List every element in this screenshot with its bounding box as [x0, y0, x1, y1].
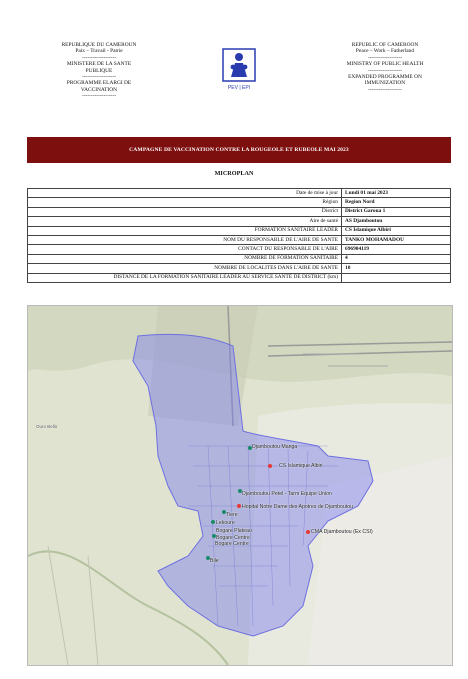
- map-label-gare: Bogare Centre: [215, 541, 249, 547]
- header-right-line: -------------------: [367, 54, 403, 61]
- header-left-line: -------------------: [81, 74, 117, 81]
- map-label-cma: CMA Djamboutou (Ex CSI): [311, 529, 373, 535]
- info-row: [28, 217, 451, 226]
- info-row: [28, 273, 451, 282]
- header-left-line: -------------------: [81, 54, 117, 61]
- header-right-line: Peace – Work – Fatherland: [355, 48, 415, 55]
- header-left-line: PUBLIQUE: [85, 67, 113, 74]
- info-value: CS Islamique Albiri: [342, 226, 451, 235]
- map-label-centre: Bogare Centre: [216, 535, 250, 541]
- info-value: 696904119: [342, 245, 451, 254]
- map-label-tiere: Tiere: [226, 512, 238, 518]
- header-right-line: -------------------: [367, 86, 403, 93]
- locality-marker[interactable]: [211, 520, 215, 524]
- header-left-block: [37, 42, 161, 100]
- info-label: NOMBRE DE FORMATION SANITAIRE: [28, 254, 342, 263]
- section-title: MICROPLAN: [214, 170, 254, 177]
- map-canvas: [28, 306, 452, 665]
- header-left-line: Paix – Travail - Patrie: [75, 48, 123, 55]
- pev-logo: [219, 47, 259, 93]
- header-left-line: MINISTERE DE LA SANTE: [66, 61, 132, 68]
- header-right-block: [323, 42, 447, 93]
- info-value: 4: [342, 254, 451, 263]
- map-label-lekoure: Lekoure: [216, 520, 235, 526]
- header-right-line: MINISTRY OF PUBLIC HEALTH: [346, 61, 424, 68]
- map-label-manga: Djamboutou Manga: [252, 444, 298, 450]
- map-label-petel: Djamboutou Petel - Tarm Equipe Union: [242, 491, 332, 497]
- header-right-line: REPUBLIC OF CAMEROON: [351, 42, 419, 48]
- info-label: Aire de santé: [28, 217, 342, 226]
- info-label: CONTACT DU RESPONSABLE DE L'AIRE: [28, 245, 342, 254]
- info-row: [28, 189, 451, 198]
- info-row: [28, 235, 451, 244]
- info-row: [28, 254, 451, 263]
- banner-title: CAMPAGNE DE VACCINATION CONTRE LA ROUGEOLE ET RUBEOLE MAI 2023: [129, 147, 349, 153]
- info-label: Région: [28, 198, 342, 207]
- info-value: TANKO MOHAMADOU: [342, 235, 451, 244]
- facility-marker[interactable]: [306, 530, 310, 534]
- microplan-info-table: [27, 188, 451, 283]
- map-label-enfants: Hopital Notre Dame des Apotres de Djamboutou: [242, 504, 354, 510]
- logo-caption: PEV | EPI: [227, 85, 251, 91]
- info-row: [28, 245, 451, 254]
- info-label: DISTANCE DE LA FORMATION SANITAIRE LEADER AU SERVICE SANTÉ DE DISTRICT (km): [28, 273, 342, 282]
- header-right-line: EXPANDED PROGRAMME ON: [348, 74, 422, 81]
- header-right-line: IMMUNIZATION: [364, 80, 406, 87]
- header-left-line: REPUBLIQUE DU CAMEROUN: [61, 42, 137, 48]
- map-label-albiri: CS Islamique Albiri: [279, 463, 323, 469]
- campaign-banner: [27, 137, 451, 163]
- facility-marker[interactable]: [237, 504, 241, 508]
- info-label: FORMATION SANITAIRE LEADER: [28, 226, 342, 235]
- header-left-line: VACCINATION: [80, 86, 118, 93]
- info-label: Date de mise à jour: [28, 189, 342, 198]
- info-row: [28, 264, 451, 273]
- health-area-map[interactable]: [27, 305, 453, 666]
- info-row: [28, 226, 451, 235]
- info-value: [342, 273, 451, 282]
- info-label: NOM DU RESPONSABLE DE L'AIRE DE SANTE: [28, 235, 342, 244]
- info-value: Region Nord: [342, 198, 451, 207]
- info-row: [28, 207, 451, 216]
- map-label-city: Ouro Bello: [36, 424, 58, 429]
- info-row: [28, 198, 451, 207]
- info-value: Lundi 01 mai 2023: [342, 189, 451, 198]
- info-value: District Garoua 1: [342, 207, 451, 216]
- facility-marker[interactable]: [268, 464, 272, 468]
- header-left-line: -------------------: [81, 93, 117, 100]
- header-left-line: PROGRAMME ELARGI DE: [66, 80, 132, 87]
- map-label-plateau: Bogare Plateau: [216, 528, 252, 534]
- info-label: NOMBRE DE LOCALITES DANS L'AIRE DE SANTE: [28, 264, 342, 273]
- info-label: District: [28, 207, 342, 216]
- info-value: 10: [342, 264, 451, 273]
- map-label-bile: Bile: [210, 558, 219, 564]
- header-right-line: -------------------: [367, 67, 403, 74]
- info-value: AS Djamboutou: [342, 217, 451, 226]
